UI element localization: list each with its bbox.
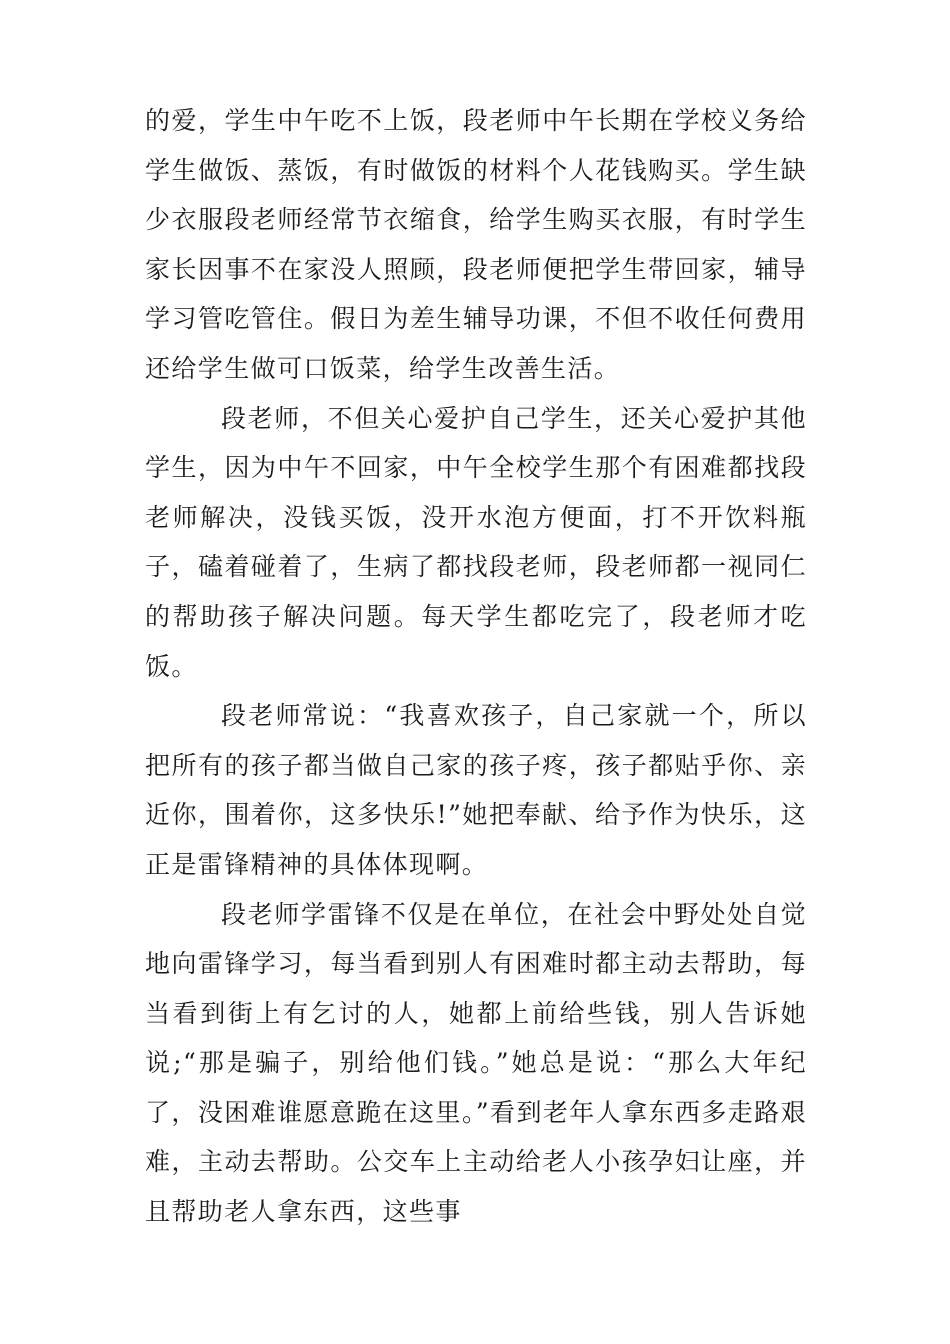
paragraph-2: 段老师，不但关心爱护自己学生，还关心爱护其他学生，因为中午不回家，中午全校学生那个有困难都找段老师解决，没钱买饭，没开水泡方便面，打不开饮料瓶子，磕着碰着了，生病了都找段老师，段老师都一视同仁的帮助孩子解决问题。每天学生都吃完了，段老师才吃饭。 <box>145 403 807 681</box>
paragraph-1: 的爱，学生中午吃不上饭，段老师中午长期在学校义务给学生做饭、蒸饭，有时做饭的材料个人花钱购买。学生缺少衣服段老师经常节衣缩食，给学生购买衣服，有时学生家长因事不在家没人照顾，段老师便把学生带回家，辅导学习管吃管住。假日为差生辅导功课，不但不收任何费用还给学生做可口饭菜，给学生改善生活。 <box>145 106 807 383</box>
document-body <box>145 96 807 1237</box>
paragraph-3: 段老师常说：“我喜欢孩子，自己家就一个，所以把所有的孩子都当做自己家的孩子疼，孩子都贴乎你、亲近你，围着你，这多快乐!”她把奉献、给予作为快乐，这正是雷锋精神的具体体现啊。 <box>145 701 807 879</box>
paragraph-4: 段老师学雷锋不仅是在单位，在社会中野处处自觉地向雷锋学习，每当看到别人有困难时都主动去帮助，每当看到街上有乞讨的人，她都上前给些钱，别人告诉她说;“那是骗子，别给他们钱。”她总是说：“那么大年纪了，没困难谁愿意跪在这里。”看到老年人拿东西多走路艰难，主动去帮助。公交车上主动给老人小孩孕妇让座，并且帮助老人拿东西，这些事 <box>145 899 807 1227</box>
